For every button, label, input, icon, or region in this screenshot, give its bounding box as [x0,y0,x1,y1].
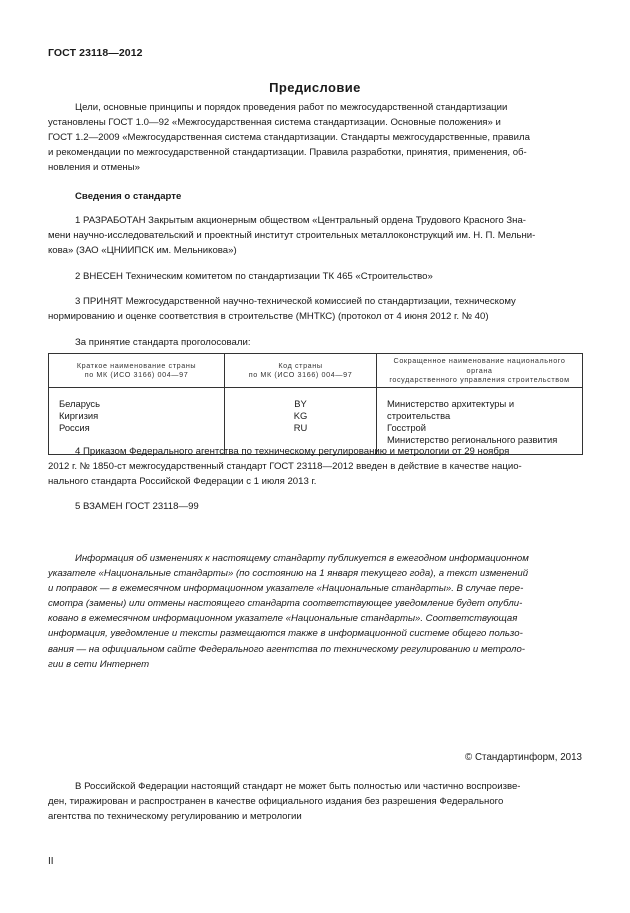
intro-line: Цели, основные принципы и порядок проведения работ по межгосударственной стандартизации [75,102,508,113]
header-country-code: Код страны по МК (ИСО 3166) 004—97 [225,354,377,388]
table-header-row [49,354,583,388]
notice-line: Информация об изменениях к настоящему стандарту публикуется в ежегодном информационном [75,553,529,564]
notice-line: гии в сети Интернет [48,658,150,670]
national-body: Госстрой [387,421,426,433]
intro-line: и рекомендации по межгосударственной стандартизации. Правила разработки, принятия, применения, об- [48,147,527,159]
item-line: 3 ПРИНЯТ Межгосударственной научно-технической комиссией по стандартизации, техническому [75,296,516,307]
item-line: 1 РАЗРАБОТАН Закрытым акционерным обществом «Центральный ордена Трудового Красного Зна- [75,215,526,226]
item-4-paragraph [48,444,583,489]
item-line: нормированию и оценке соответствия в строительстве (МНТКС) (протокол от 4 июня 2012 г. № 40) [48,311,489,323]
item-line: кова» (ЗАО «ЦНИИПСК им. Мельникова») [48,245,237,257]
notice-line: указателе «Национальные стандарты» (по состоянию на 1 января текущего года), а текст изменений [48,568,529,580]
page-number: II [48,856,54,867]
intro-line: новления и отмены» [48,162,140,174]
country-code: RU [293,421,308,433]
item-line: нального стандарта Российской Федерации с 1 июля 2013 г. [48,476,317,488]
intro-line: ГОСТ 1.2—2009 «Межгосударственная система стандартизации. Стандарты межгосударственные, правила [48,132,530,144]
notice-line: и поправок — в ежемесячном информационном указателе «Национальные стандарты». В случае пере- [48,583,524,595]
country-name: Киргизия [59,409,99,421]
rights-line: агентства по техническому регулированию и метрологии [48,811,302,823]
item-3-paragraph [48,294,583,324]
page-title: Предисловие [269,80,361,95]
copyright-line: © Стандартинформ, 2013 [465,752,582,763]
header-national-body: Сокращенное наименование национального органа государственного управления строительством [377,354,583,388]
country-name: Россия [59,421,90,433]
document-code-header: ГОСТ 23118—2012 [48,47,143,59]
item-5-line: 5 ВЗАМЕН ГОСТ 23118—99 [75,501,199,512]
notice-paragraph [48,551,583,672]
national-body: Министерство регионального развития [387,434,558,446]
rights-paragraph [48,779,583,824]
country-code: KG [293,409,308,421]
header-country-name: Краткое наименование страны по МК (ИСО 3166) 004—97 [49,354,225,388]
notice-line: ковано в ежемесячном информационном указателе «Национальные стандарты». Соответствующая [48,613,518,625]
country-name: Беларусь [59,397,101,409]
rights-line: В Российской Федерации настоящий стандарт не может быть полностью или частично воспроизве- [75,781,521,792]
item-1-paragraph [48,213,583,258]
vote-line: За принятие стандарта проголосовали: [75,337,251,348]
intro-line: установлены ГОСТ 1.0—92 «Межгосударственная система стандартизации. Основные положения» и [48,117,501,129]
info-heading: Сведения о стандарте [75,191,182,202]
item-line: 2012 г. № 1850-ст межгосударственный стандарт ГОСТ 23118—2012 введен в действие в качестве нацио- [48,461,522,473]
country-code: BY [294,397,307,409]
intro-paragraph [48,100,583,175]
national-body: Министерство архитектуры и строительства [387,397,515,421]
notice-line: вания — на официальном сайте Федерального агентства по техническому регулированию и метроло- [48,643,525,655]
rights-line: ден, тиражирован и распространен в качестве официального издания без разрешения Федерального [48,796,504,808]
item-2-line: 2 ВНЕСЕН Техническим комитетом по стандартизации ТК 465 «Строительство» [75,271,433,282]
notice-line: информация, уведомление и тексты размещаются также в информационной системе общего пользо- [48,628,523,640]
item-line: мени научно-исследовательский и проектный институт строительных металлоконструкций им. Н. П. Мельни- [48,230,536,242]
notice-line: смотра (замены) или отмены настоящего стандарта соответствующее уведомление будет опубли- [48,598,523,610]
item-line: 4 Приказом Федерального агентства по техническому регулированию и метрологии от 29 ноября [75,446,510,457]
adoption-table [48,353,583,455]
